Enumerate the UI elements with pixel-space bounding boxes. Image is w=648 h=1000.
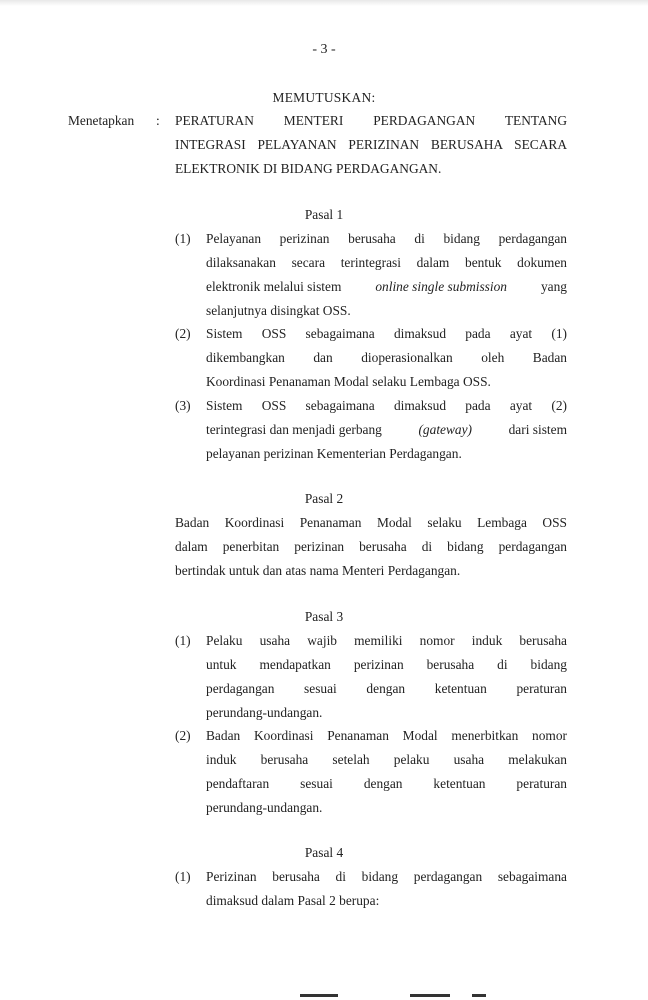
pasal-3-item-2-number: (2) xyxy=(175,728,191,743)
pasal-1-title: Pasal 1 xyxy=(304,207,344,222)
pasal-1-item-1-line-1: Pelayanan perizinan berusaha di bidang perdagangan xyxy=(206,231,567,246)
pasal-2-line-3: bertindak untuk dan atas nama Menteri Perdagangan. xyxy=(175,563,461,578)
pasal-1-item-2-line-3: Koordinasi Penanaman Modal selaku Lembaga OSS. xyxy=(206,374,491,389)
menetapkan-label: Menetapkan xyxy=(68,113,135,128)
pasal-1-item-3-italic-term: (gateway) xyxy=(418,422,473,437)
pasal-1-item-3-line-3: pelayanan perizinan Kementerian Perdagangan. xyxy=(206,446,462,461)
pasal-3-item-1-line-4: perundang-undangan. xyxy=(206,705,323,720)
pasal-1-item-2-line-2: dikembangkan dan dioperasionalkan oleh Badan xyxy=(206,350,567,365)
pasal-2-line-2: dalam penerbitan perizinan berusaha di bidang perdagangan xyxy=(175,539,567,554)
pasal-3-item-1-number: (1) xyxy=(175,633,191,648)
scan-edge-top xyxy=(0,0,648,6)
pasal-3-item-1-line-1: Pelaku usaha wajib memiliki nomor induk berusaha xyxy=(206,633,567,648)
pasal-1-item-3-line-2 xyxy=(206,422,567,438)
pasal-3-item-1-line-2: untuk mendapatkan perizinan berusaha di bidang xyxy=(206,657,567,672)
pasal-1-item-3-line-2-end: dari sistem xyxy=(508,422,567,437)
pasal-4-item-1-line-1: Perizinan berusaha di bidang perdagangan sebagaimana xyxy=(206,869,567,884)
pasal-4-title: Pasal 4 xyxy=(304,845,344,860)
scan-mark-1 xyxy=(300,994,338,997)
pasal-1-item-1-italic-term: online single submission xyxy=(375,279,508,294)
pasal-1-item-1-line-3-end: yang xyxy=(540,279,567,294)
pasal-3-title: Pasal 3 xyxy=(304,609,344,624)
pasal-1-item-3-number: (3) xyxy=(175,398,191,413)
pasal-1-item-1-line-4: selanjutnya disingkat OSS. xyxy=(206,303,351,318)
pasal-1-item-1-line-3 xyxy=(206,279,567,295)
menetapkan-line-1: PERATURAN MENTERI PERDAGANGAN TENTANG xyxy=(175,113,567,128)
page-number: - 3 - xyxy=(312,42,336,57)
pasal-1-item-1-line-3-text: elektronik melalui sistem xyxy=(206,279,342,294)
pasal-2-title: Pasal 2 xyxy=(304,491,344,506)
scan-mark-3 xyxy=(472,994,486,997)
pasal-3-item-2-line-1: Badan Koordinasi Penanaman Modal menerbitkan nomor xyxy=(206,728,567,743)
pasal-3-item-1-line-3: perdagangan sesuai dengan ketentuan peraturan xyxy=(206,681,567,696)
pasal-1-item-2-number: (2) xyxy=(175,326,191,341)
pasal-3-item-2-line-2: induk berusaha setelah pelaku usaha melakukan xyxy=(206,752,567,767)
pasal-4-item-1-number: (1) xyxy=(175,869,191,884)
pasal-1-item-1-line-2: dilaksanakan secara terintegrasi dalam bentuk dokumen xyxy=(206,255,567,270)
pasal-2-line-1: Badan Koordinasi Penanaman Modal selaku Lembaga OSS xyxy=(175,515,567,530)
scan-mark-2 xyxy=(410,994,450,997)
pasal-4-item-1-line-2: dimaksud dalam Pasal 2 berupa: xyxy=(206,893,380,908)
menetapkan-line-2: INTEGRASI PELAYANAN PERIZINAN BERUSAHA SECARA xyxy=(175,137,567,152)
pasal-1-item-3-line-2-text: terintegrasi dan menjadi gerbang xyxy=(206,422,382,437)
menetapkan-colon: : xyxy=(156,113,160,128)
pasal-1-item-3-line-1: Sistem OSS sebagaimana dimaksud pada ayat (2) xyxy=(206,398,567,413)
pasal-3-item-2-line-3: pendaftaran sesuai dengan ketentuan peraturan xyxy=(206,776,567,791)
pasal-1-item-2-line-1: Sistem OSS sebagaimana dimaksud pada ayat (1) xyxy=(206,326,567,341)
pasal-1-item-1-number: (1) xyxy=(175,231,191,246)
pasal-3-item-2-line-4: perundang-undangan. xyxy=(206,800,323,815)
decision-heading: MEMUTUSKAN: xyxy=(272,90,376,105)
menetapkan-line-3: ELEKTRONIK DI BIDANG PERDAGANGAN. xyxy=(175,161,442,176)
